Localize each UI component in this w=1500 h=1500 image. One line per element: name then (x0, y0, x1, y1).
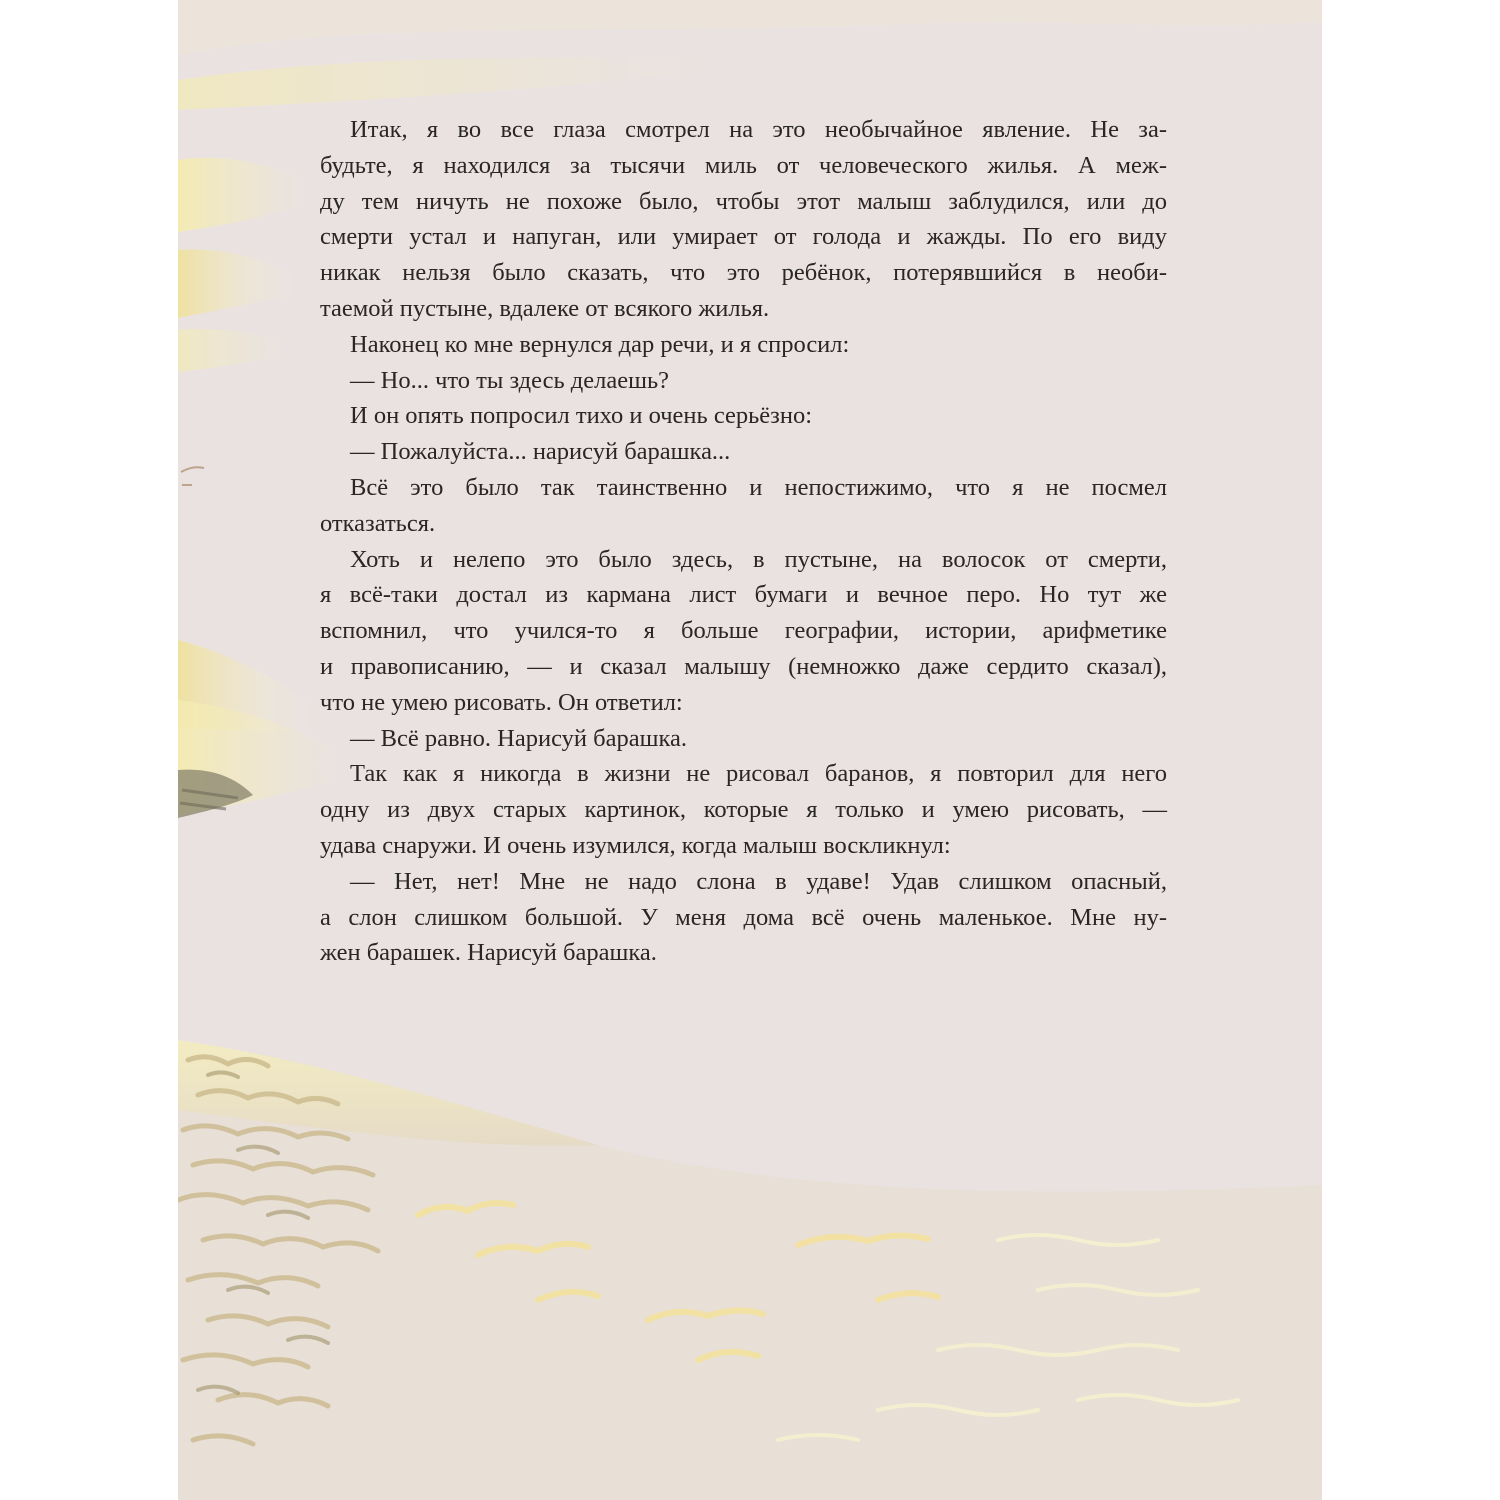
text-line: — Всё равно. Нарисуй барашка. (350, 724, 687, 752)
text-line: жен барашек. Нарисуй барашка. (320, 939, 657, 967)
text-line: и правописанию, — и сказал малышу (немножко даже сердито сказал), (320, 652, 1167, 680)
text-line: Итак, я во все глаза смотрел на это необычайное явление. Не за- (350, 116, 1167, 143)
text-line: таемой пустыне, вдалеке от всякого жилья. (320, 294, 770, 322)
text-line: — Пожалуйста... нарисуй барашка... (350, 438, 731, 466)
text-line: будьте, я находился за тысячи миль от человеческого жилья. А меж- (320, 151, 1167, 179)
text-line: что не умею рисовать. Он ответил: (320, 688, 683, 716)
text-line: я всё-таки достал из кармана лист бумаги и вечное перо. Но тут же (320, 581, 1167, 609)
book-page (178, 0, 1322, 1500)
text-line: — Но... что ты здесь делаешь? (350, 366, 670, 394)
text-line: смерти устал и напуган, или умирает от голода и жажды. По его виду (320, 223, 1167, 251)
text-line: Наконец ко мне вернулся дар речи, и я спросил: (350, 330, 850, 358)
text-line: удава снаружи. И очень изумился, когда малыш воскликнул: (320, 831, 951, 859)
text-line: одну из двух старых картинок, которые я только и умею рисовать, — (320, 796, 1167, 824)
text-line: отказаться. (320, 509, 436, 537)
text-line: Всё это было так таинственно и непостижимо, что я не посмел (350, 473, 1167, 501)
text-line: никак нельзя было сказать, что это ребёнок, потерявшийся в необи- (320, 259, 1167, 287)
text-line: — Нет, нет! Мне не надо слона в удаве! Удав слишком опасный, (350, 867, 1167, 895)
text-line: Так как я никогда в жизни не рисовал баранов, я повторил для него (350, 760, 1167, 788)
text-line: И он опять попросил тихо и очень серьёзно: (350, 402, 813, 430)
text-line: а слон слишком большой. У меня дома всё очень маленькое. Мне ну- (320, 903, 1167, 931)
text-line: Хоть и нелепо это было здесь, в пустыне, на волосок от смерти, (350, 545, 1167, 573)
text-line: ду тем ничуть не похоже было, чтобы этот малыш заблудился, или до (320, 187, 1167, 215)
body-text (320, 112, 1167, 971)
text-line: вспомнил, что учился-то я больше географии, истории, арифметике (320, 617, 1167, 645)
